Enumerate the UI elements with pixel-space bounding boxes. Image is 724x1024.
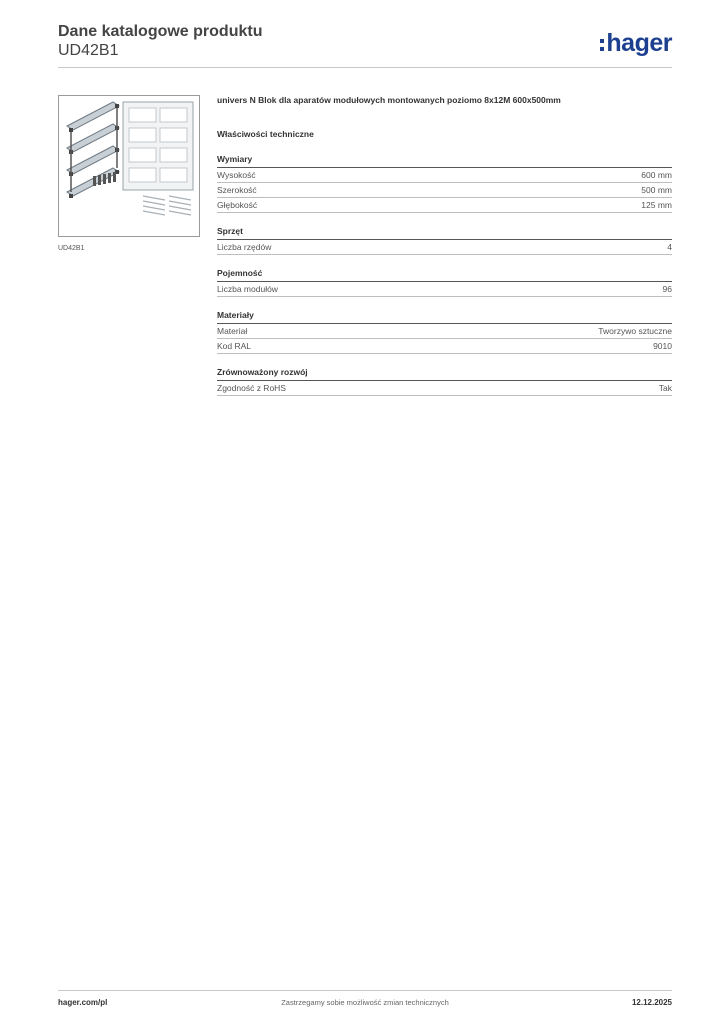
section-capacity — [217, 268, 672, 297]
section-title: Wymiary — [217, 154, 672, 168]
spec-label: Liczba modułów — [217, 284, 278, 294]
section-materials — [217, 310, 672, 354]
disclaimer-text: Zastrzegamy sobie możliwość zmian technicznych — [281, 998, 449, 1007]
page-header — [58, 22, 672, 70]
section-dimensions — [217, 154, 672, 213]
spec-value: 125 mm — [641, 200, 672, 210]
spec-label: Głębokość — [217, 200, 258, 210]
header-divider — [58, 67, 672, 68]
spec-value: 96 — [662, 284, 672, 294]
product-description: univers N Blok dla aparatów modułowych montowanych poziomo 8x12M 600x500mm — [217, 95, 561, 105]
document-title: Dane katalogowe produktu — [58, 23, 263, 40]
spec-row — [217, 183, 672, 198]
section-sustainability — [217, 367, 672, 396]
image-caption: UD42B1 — [58, 245, 85, 252]
spec-label: Materiał — [217, 326, 248, 336]
section-title: Sprzęt — [217, 226, 672, 240]
technical-properties-heading: Właściwości techniczne — [217, 129, 314, 139]
section-title: Materiały — [217, 310, 672, 324]
footer-divider — [58, 990, 672, 991]
page-footer — [58, 998, 672, 1010]
product-details — [217, 95, 672, 396]
spec-value: 500 mm — [641, 185, 672, 195]
spec-value: 4 — [667, 242, 672, 252]
spec-value: Tak — [658, 383, 672, 393]
spec-row — [217, 381, 672, 396]
spec-row — [217, 240, 672, 255]
spec-label: Szerokość — [217, 185, 257, 195]
spec-label: Kod RAL — [217, 341, 252, 351]
spec-value: 600 mm — [641, 170, 672, 180]
spec-label: Zgodność z RoHS — [217, 383, 286, 393]
logo-text: hager — [606, 29, 672, 57]
spec-row — [217, 168, 672, 183]
document-date: 12.12.2025 — [631, 998, 672, 1007]
section-title: Zrównoważony rozwój — [217, 367, 672, 381]
website-link[interactable]: hager.com/pl — [58, 998, 108, 1007]
spec-row — [217, 324, 672, 339]
product-illustration — [59, 96, 199, 236]
spec-label: Wysokość — [217, 170, 256, 180]
spec-label: Liczba rzędów — [217, 242, 272, 252]
spec-value: Tworzywo sztuczne — [598, 326, 672, 336]
spec-row — [217, 198, 672, 213]
spec-value: 9010 — [653, 341, 672, 351]
logo-colon-icon — [600, 39, 604, 51]
section-equipment — [217, 226, 672, 255]
spec-row — [217, 282, 672, 297]
hager-logo — [600, 28, 672, 58]
section-title: Pojemność — [217, 268, 672, 282]
product-code: UD42B1 — [58, 42, 119, 59]
spec-row — [217, 339, 672, 354]
product-image — [58, 95, 200, 237]
